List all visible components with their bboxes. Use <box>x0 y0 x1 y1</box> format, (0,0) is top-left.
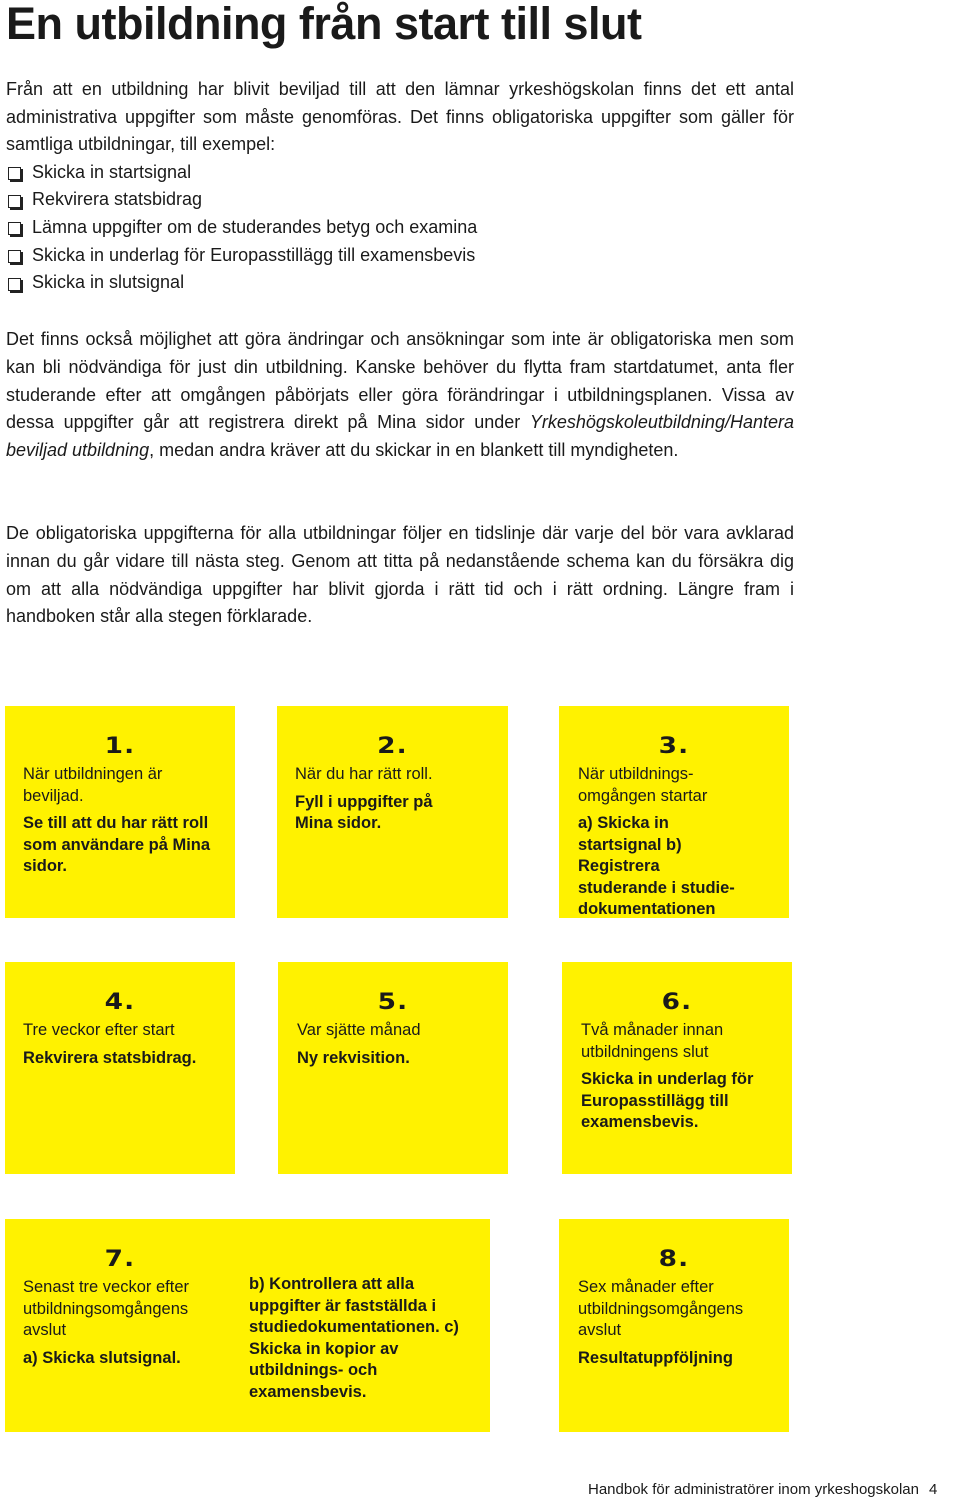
checkbox-icon <box>8 195 21 208</box>
step-number: 3. <box>658 734 690 759</box>
step-box-2 <box>277 706 508 918</box>
step-action: Fyll i uppgifter på Mina sidor. <box>295 792 433 832</box>
step-when: När utbildnings-omgången startar <box>578 765 708 805</box>
step-when: När du har rätt roll. <box>295 765 433 783</box>
checklist-item: Skicka in startsignal <box>6 159 794 187</box>
step-action: a) Skicka in startsignal b) Registrera studerande i studie-dokumentationen <box>578 814 735 918</box>
step-when: Tre veckor efter start <box>23 1021 175 1039</box>
step-number: 8. <box>658 1247 690 1272</box>
step-box-6 <box>562 962 792 1174</box>
step-box-3 <box>559 706 789 918</box>
step-box-8 <box>559 1219 789 1432</box>
step-number: 5. <box>377 990 409 1015</box>
step-when: Sex månader efter utbildningsomgångens avslut <box>578 1278 744 1339</box>
checkbox-icon <box>8 250 21 263</box>
step-box-7 <box>5 1219 490 1432</box>
step-action: Skicka in underlag för Europasstillägg till examensbevis. <box>581 1070 754 1131</box>
step-box-1 <box>5 706 235 918</box>
page-title: En utbildning från start till slut <box>6 0 642 49</box>
page-number: 4 <box>929 1481 938 1498</box>
step-when: När utbildningen är beviljad. <box>23 765 163 805</box>
timeline-paragraph: De obligatoriska uppgifterna för alla utbildningar följer en tidslinje där varje del bör vara avklarad innan du går vidare till nästa steg. Genom att titta på nedanstående schema kan du försäkra dig om att alla nödvändiga uppgifter har blivit gjorda i rätt tid och i rätt ordning. Längre fram i handboken står alla stegen förklarade. <box>6 523 794 627</box>
step-action: Ny rekvisition. <box>297 1048 410 1067</box>
footer-title: Handbok för administratörer inom yrkeshogskolan <box>588 1481 919 1498</box>
step-when: Var sjätte månad <box>297 1021 421 1039</box>
step-number: 6. <box>661 990 693 1015</box>
step-action: a) Skicka slutsignal. <box>23 1348 181 1367</box>
step-number: 4. <box>104 990 136 1015</box>
step-action-continued: b) Kontrollera att alla uppgifter är fastställda i studiedokumentationen. c) Skicka in kopior av utbildnings- och examensbevis. <box>249 1275 459 1401</box>
obligatory-tasks-list <box>6 159 794 297</box>
intro-section <box>6 76 794 297</box>
checkbox-icon <box>8 167 21 180</box>
menu-path: Yrkeshögskoleutbildning/Hantera beviljad utbildning <box>6 412 794 461</box>
step-box-4 <box>5 962 235 1174</box>
step-action: Resultatuppföljning <box>578 1348 733 1367</box>
step-action: Rekvirera statsbidrag. <box>23 1048 197 1067</box>
page-footer <box>588 1480 937 1500</box>
checklist-item: Skicka in underlag för Europasstillägg till examensbevis <box>6 242 794 270</box>
step-when: Senast tre veckor efter utbildningsomgångens avslut <box>23 1278 189 1339</box>
checklist-item: Skicka in slutsignal <box>6 269 794 297</box>
step-action: Se till att du har rätt roll som användare på Mina sidor. <box>23 814 211 875</box>
checkbox-icon <box>8 278 21 291</box>
step-when: Två månader innan utbildningens slut <box>581 1021 724 1061</box>
step-number: 1. <box>104 734 136 759</box>
step-number: 7. <box>104 1247 136 1272</box>
optional-changes-paragraph: Det finns också möjlighet att göra ändringar och ansökningar som inte är obligatoriska men som kan bli nödvändiga för just din utbildning. Kanske behöver du flytta fram startdatumet, anta fler studerande efter att omgången påbörjats eller göra förändringar i utbildningsplanen. Vissa av dessa uppgifter går att registrera direkt på Mina sidor under Yrkeshögskoleutbildning/Hantera beviljad utbildning, medan andra kräver att du skickar in en blankett till myndigheten. <box>6 329 794 461</box>
checklist-item: Lämna uppgifter om de studerandes betyg och examina <box>6 214 794 242</box>
step-number: 2. <box>377 734 408 759</box>
checkbox-icon <box>8 222 21 235</box>
checklist-item: Rekvirera statsbidrag <box>6 186 794 214</box>
step-box-5 <box>278 962 508 1174</box>
intro-paragraph: Från att en utbildning har blivit beviljad till att den lämnar yrkeshögskolan finns det ett antal administrativa uppgifter som måste genomföras. Det finns obligatoriska uppgifter som gäller för samtliga utbildningar, till exempel: <box>6 79 794 154</box>
